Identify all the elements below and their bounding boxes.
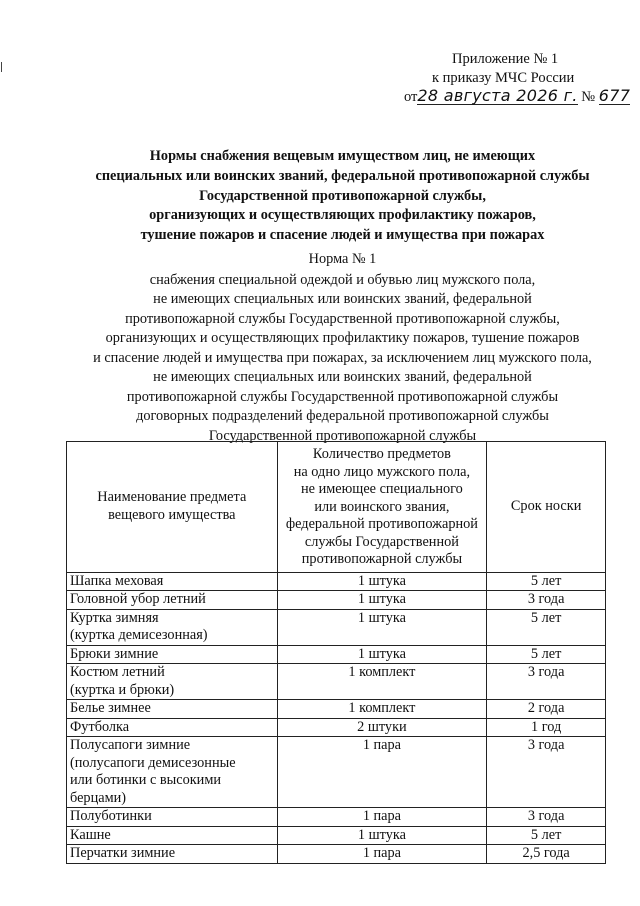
norm-line: снабжения специальной одеждой и обувью лиц мужского пола, (149, 271, 536, 288)
handwritten-date: 28 августа 2026 г. (417, 86, 578, 105)
item-term: 2 года (487, 700, 606, 719)
item-quantity: 1 штука (277, 572, 487, 591)
header-term: Срок носки (487, 442, 606, 573)
order-reference: к приказу МЧС России (432, 70, 575, 86)
from-label: от (404, 89, 418, 105)
norm-line: противопожарной службы Государственной противопожарной службы, (125, 310, 560, 327)
item-name: Шапка меховая (67, 572, 278, 591)
item-name: Костюм летний (куртка и брюки) (67, 664, 278, 700)
norm-line: противопожарной службы Государственной противопожарной службы (126, 388, 559, 405)
header-quantity: Количество предметов на одно лицо мужского пола, не имеющее специального или воинского звания, федеральной противопожарной службы Государственной противопожарной службы (277, 442, 487, 573)
table-header-row (67, 442, 606, 573)
title-line: Нормы снабжения вещевым имуществом лиц, не имеющих (149, 148, 536, 164)
item-name: Перчатки зимние (67, 845, 278, 864)
norm-line: не имеющих специальных или воинских званий, федеральной (153, 291, 532, 307)
table-row (67, 664, 606, 700)
item-name: Куртка зимняя (куртка демисезонная) (67, 609, 278, 645)
item-term: 5 лет (487, 826, 606, 845)
item-term: 3 года (487, 591, 606, 610)
item-term: 5 лет (487, 572, 606, 591)
header-name: Наименование предмета вещевого имущества (67, 442, 278, 573)
table-row (67, 826, 606, 845)
item-quantity: 1 комплект (277, 700, 487, 719)
item-name: Брюки зимние (67, 645, 278, 664)
number-label: № (581, 89, 596, 105)
norm-line: организующих и осуществляющих профилактику пожаров, тушение пожаров (105, 330, 580, 346)
item-quantity: 1 штука (277, 609, 487, 645)
table-row (67, 700, 606, 719)
item-name: Головной убор летний (67, 591, 278, 610)
item-term: 5 лет (487, 645, 606, 664)
table-row (67, 845, 606, 864)
item-name: Полусапоги зимние (полусапоги демисезонные или ботинки с высокими берцами) (67, 737, 278, 808)
norm-line: и спасение людей и имущества при пожарах, за исключением лиц мужского пола, (93, 349, 592, 366)
title-line: Государственной противопожарной службы, (199, 187, 486, 204)
item-name: Футболка (67, 718, 278, 737)
norm-line: Государственной противопожарной службы (208, 427, 477, 444)
appendix-label: Приложение № 1 (452, 51, 559, 67)
order-date-number (404, 88, 630, 107)
item-term: 2,5 года (487, 845, 606, 864)
norm-line: договорных подразделений федеральной противопожарной службы (136, 408, 549, 424)
title-line: тушение пожаров и спасение людей и имущества при пожарах (140, 227, 545, 244)
item-term: 3 года (487, 664, 606, 700)
item-quantity: 1 комплект (277, 664, 487, 700)
table-row (67, 609, 606, 645)
item-name: Кашне (67, 826, 278, 845)
norms-table (66, 441, 606, 864)
item-name: Белье зимнее (67, 700, 278, 719)
item-term: 5 лет (487, 609, 606, 645)
scan-edge-mark (1, 62, 2, 72)
handwritten-number: 677 (598, 86, 631, 105)
norm-line: не имеющих специальных или воинских званий, федеральной (153, 369, 532, 385)
norm-title: Норма № 1 (308, 251, 377, 267)
item-quantity: 1 штука (277, 826, 487, 845)
item-term: 1 год (487, 718, 606, 737)
title-line: организующих и осуществляющих профилактику пожаров, (149, 207, 536, 224)
item-quantity: 2 штуки (277, 718, 487, 737)
table-row (67, 572, 606, 591)
item-quantity: 1 штука (277, 645, 487, 664)
table-row (67, 737, 606, 808)
norm-section (30, 250, 640, 446)
item-quantity: 1 пара (277, 737, 487, 808)
appendix-header (400, 50, 630, 107)
table-row (67, 718, 606, 737)
item-quantity: 1 пара (277, 845, 487, 864)
document-title (40, 147, 640, 246)
table-row (67, 591, 606, 610)
table-row (67, 645, 606, 664)
item-term: 3 года (487, 808, 606, 827)
item-name: Полуботинки (67, 808, 278, 827)
item-quantity: 1 штука (277, 591, 487, 610)
table-row (67, 808, 606, 827)
item-term: 3 года (487, 737, 606, 808)
item-quantity: 1 пара (277, 808, 487, 827)
title-line: специальных или воинских званий, федеральной противопожарной службы (95, 167, 590, 184)
